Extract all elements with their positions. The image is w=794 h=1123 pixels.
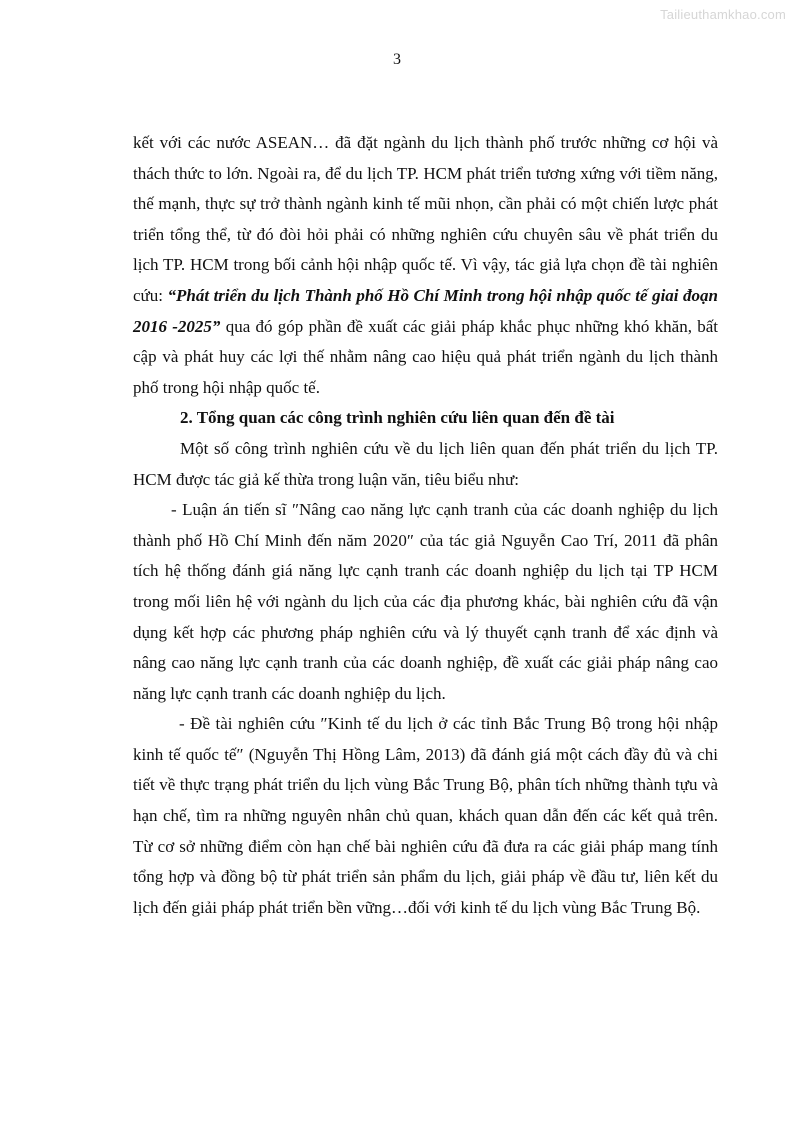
thesis-title: “Phát triển du lịch Thành phố Hồ Chí Minh trong hội nhập quốc tế giai đoạn 2016 -2025” [133, 285, 718, 336]
paragraph-overview: Một số công trình nghiên cứu về du lịch liên quan đến phát triển du lịch TP. HCM được tác giả kế thừa trong luận văn, tiêu biểu như: [133, 438, 718, 489]
paragraph-reference-1: - Luận án tiến sĩ ″Nâng cao năng lực cạnh tranh của các doanh nghiệp du lịch thành phố Hồ Chí Minh đến năm 2020″ của tác giả Nguyễn Cao Trí, 2011 đã phân tích hệ thống đánh giá năng lực cạnh tranh các doanh nghiệp du lịch tại TP HCM trong mối liên hệ với ngành du lịch của các địa phương khác, bài nghiên cứu đã vận dụng kết hợp các phương pháp nghiên cứu và lý thuyết cạnh tranh để xác định và nâng cao năng lực cạnh tranh của các doanh nghiệp, đề xuất các giải pháp nâng cao năng lực cạnh tranh các doanh nghiệp du lịch. [133, 500, 718, 703]
paragraph-intro-end: qua đó góp phần đề xuất các giải pháp khắc phục những khó khăn, bất cập và phát huy các lợi thế nhằm nâng cao hiệu quả phát triển ngành du lịch thành phố trong hội nhập quốc tế. [133, 316, 718, 397]
watermark-text: Tailieuthamkhao.com [660, 7, 786, 22]
page-number: 3 [393, 51, 401, 68]
paragraph-intro-text: kết với các nước ASEAN… đã đặt ngành du lịch thành phố trước những cơ hội và thách thức to lớn. Ngoài ra, để du lịch TP. HCM phát triển tương xứng với tiềm năng, thế mạnh, thực sự trở thành ngành kinh tế mũi nhọn, cần phải có một chiến lược phát triển tổng thể, từ đó đòi hỏi phải có những nghiên cứu chuyên sâu về phát triển du lịch TP. HCM trong bối cảnh hội nhập quốc tế. Vì vậy, tác giả lựa chọn đề tài nghiên cứu: [133, 133, 718, 305]
paragraph-reference-2: - Đề tài nghiên cứu ″Kinh tế du lịch ở các tỉnh Bắc Trung Bộ trong hội nhập kinh tế quốc tế″ (Nguyễn Thị Hồng Lâm, 2013) đã đánh giá một cách đầy đủ và chi tiết về thực trạng phát triển du lịch vùng Bắc Trung Bộ, phân tích những thành tựu và hạn chế, tìm ra những nguyên nhân chủ quan, khách quan dẫn đến các kết quả trên. Từ cơ sở những điểm còn hạn chế bài nghiên cứu đã đưa ra các giải pháp mang tính tổng hợp và đồng bộ từ phát triển sản phẩm du lịch, giải pháp về đầu tư, liên kết du lịch đến giải pháp phát triển bền vững…đối với kinh tế du lịch vùng Bắc Trung Bộ. [133, 714, 718, 917]
paragraph-intro-continuation [133, 128, 718, 403]
document-body [133, 128, 718, 923]
section-heading: 2. Tổng quan các công trình nghiên cứu liên quan đến đề tài [180, 408, 615, 428]
